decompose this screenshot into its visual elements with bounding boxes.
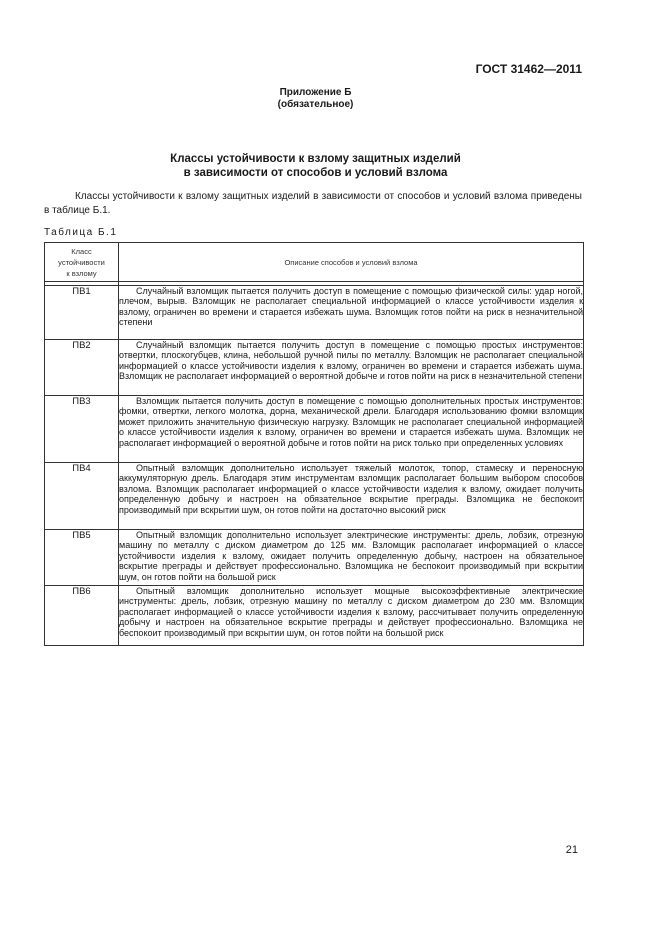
document-number: ГОСТ 31462—2011 xyxy=(475,62,582,76)
column-header-description: Описание способов и условий взлома xyxy=(119,243,584,282)
column-header-class-line-1: Класс xyxy=(71,246,92,256)
annex-title: Приложение Б xyxy=(279,87,352,98)
class-cell: ПВ1 xyxy=(45,286,119,340)
description-cell: Случайный взломщик пытается получить доступ в помещение с помощью физической силы: удар ногой, плечом, вырыв. Взломщик не располагает специальной информацией о классе устойчивости изделия к взлому, ограничен во времени и старается избежать шума. Взломщик готов пойти на риск в незначительной степени xyxy=(119,286,584,340)
page-number: 21 xyxy=(565,844,578,856)
table-row xyxy=(45,530,584,586)
section-title-line-1: Классы устойчивости к взлому защитных изделий xyxy=(170,153,461,165)
class-cell: ПВ2 xyxy=(45,340,119,396)
description-cell: Случайный взломщик пытается получить доступ в помещение с помощью простых инструментов: отвертки, плоскогубцев, клина, небольшой ручной пилы по металлу. Взломщик не располагает специальной информацией о классе устойчивости изделия к взлому, ограничен во времени и старается избежать шума. Взломщик не располагает информацией о вероятной добыче и готов пойти на риск в незначительной степени xyxy=(119,340,584,396)
description-cell: Опытный взломщик дополнительно использует электрические инструменты: дрель, лобзик, отрезную машину по металлу с диском диаметром до 125 мм. Взломщик располагает информацией о классе устойчивости изделия к взлому, ожидает получить определенную добычу, настроен на обязательное вскрытие преграды и действует профессионально. Взломщика не беспокоит производимый при вскрытии шум, он готов пойти на большой риск xyxy=(119,530,584,586)
section-title-line-2: в зависимости от способов и условий взлома xyxy=(183,167,448,179)
table-row xyxy=(45,340,584,396)
annex-heading xyxy=(0,87,631,111)
table-row xyxy=(45,286,584,340)
table-row xyxy=(45,396,584,463)
table-caption: Таблица Б.1 xyxy=(44,227,118,238)
column-header-class xyxy=(45,243,119,282)
column-header-class-line-2: устойчивости xyxy=(58,257,105,267)
table-header-row xyxy=(45,243,584,282)
column-header-class-line-3: к взлому xyxy=(66,268,97,278)
table-row xyxy=(45,586,584,646)
class-cell: ПВ6 xyxy=(45,586,119,646)
table-row xyxy=(45,463,584,530)
intro-paragraph: Классы устойчивости к взлому защитных изделий в зависимости от способов и условий взлома приведены в таблице Б.1. xyxy=(44,191,582,216)
resistance-classes-table xyxy=(44,242,584,646)
class-cell: ПВ5 xyxy=(45,530,119,586)
description-cell: Взломщик пытается получить доступ в помещение с помощью дополнительных простых инструментов: фомки, отвертки, легкого молотка, дорна, механической дрели. Благодаря использованию фомки взломщик может приложить значительную физическую нагрузку. Взломщик не располагает специальной информацией о классе устойчивости изделия к взлому, ограничен во времени и старается избежать шума. Взломщик не располагает информацией о вероятной добыче и готов пойти на риск только при определенных условиях xyxy=(119,396,584,463)
annex-status: (обязательное) xyxy=(277,99,354,110)
description-cell: Опытный взломщик дополнительно использует тяжелый молоток, топор, стамеску и переносную аккумуляторную дрель. Благодаря этим инструментам взломщик располагает большим выбором способов взлома. Взломщик располагает информацией о классе устойчивости изделия к взлому, ожидает получить определенную добычу и настроен на обязательное вскрытие преграды. Взломщика не беспокоит производимый при вскрытии шум, он готов пойти на достаточно высокий риск xyxy=(119,463,584,530)
description-cell: Опытный взломщик дополнительно использует мощные высокоэффективные электрические инструменты: дрель, лобзик, отрезную машину по металлу с диском диаметром до 230 мм. Взломщик располагает информацией о классе устойчивости изделия к взлому, рассчитывает получить определенную добычу и настроен на обязательное вскрытие преграды и действует профессионально. Взломщика не беспокоит производимый при вскрытии шум, он готов пойти на большой риск xyxy=(119,586,584,646)
class-cell: ПВ3 xyxy=(45,396,119,463)
class-cell: ПВ4 xyxy=(45,463,119,530)
section-title xyxy=(0,152,631,180)
